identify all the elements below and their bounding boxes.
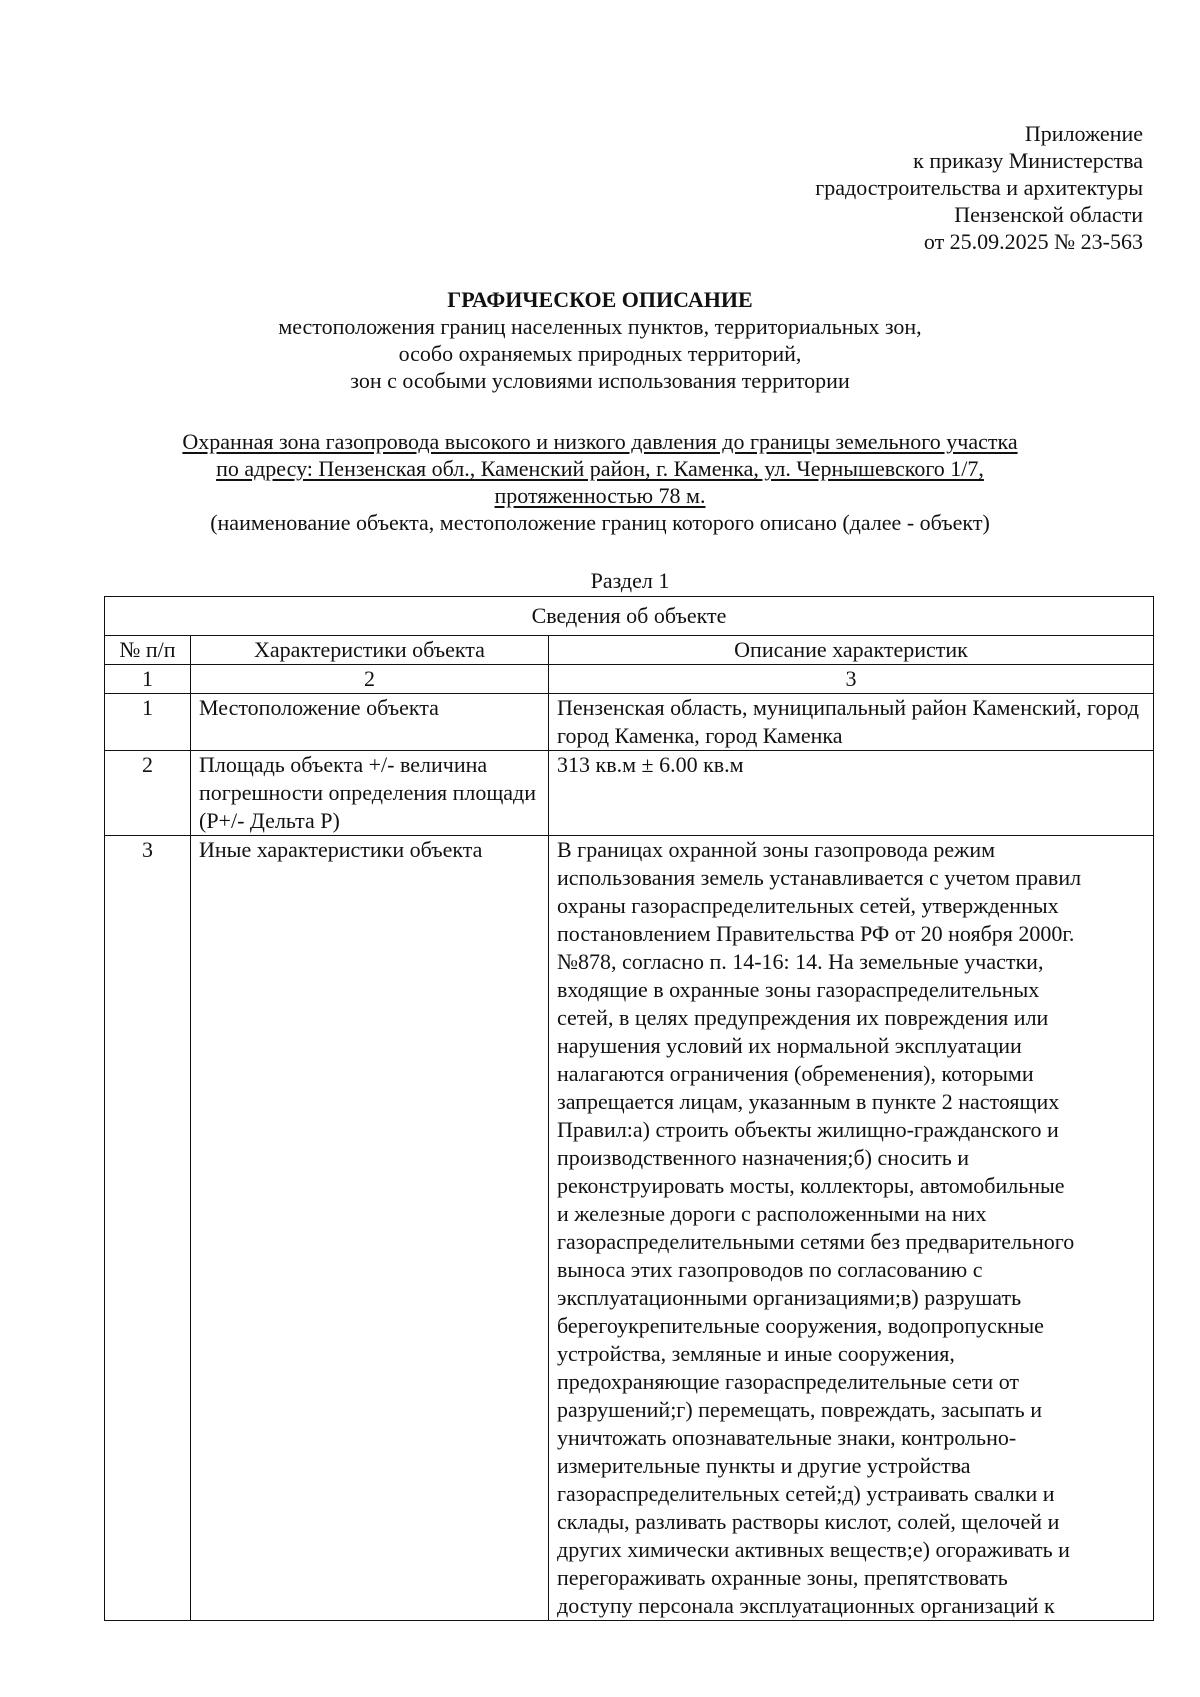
table-caption: Сведения об объекте — [105, 597, 1154, 636]
document-subtitle-line: местоположения границ населенных пунктов, территориальных зон, — [278, 314, 922, 339]
annex-line: Приложение — [1024, 121, 1143, 146]
row-description — [549, 836, 1154, 1621]
annex-line: Пензенской области — [954, 202, 1143, 227]
column-header: № п/п — [105, 636, 191, 665]
description-line: выноса этих газопроводов по согласованию с — [557, 1257, 983, 1282]
description-line: предохраняющие газораспределительные сети от — [557, 1369, 1020, 1394]
row-characteristic: Местоположение объекта — [191, 694, 549, 751]
table-row — [105, 694, 1154, 751]
description-line: измерительные пункты и другие устройства — [557, 1453, 971, 1478]
description-line: запрещается лицам, указанным в пункте 2 настоящих — [557, 1089, 1060, 1114]
description-line: сетей, в целях предупреждения их повреждения или — [557, 1005, 1049, 1030]
description-line: доступу персонала эксплуатационных организаций к — [557, 1593, 1055, 1618]
description-line: устройства, земляные и иные сооружения, — [557, 1341, 955, 1366]
table-row — [105, 751, 1154, 836]
object-name-line: по адресу: Пензенская обл., Каменский район, г. Каменка, ул. Чернышевского 1/7, — [216, 456, 984, 481]
description-line: налагаются ограничения (обременения), которыми — [557, 1061, 1034, 1086]
table-column-numbers-row — [105, 665, 1154, 694]
object-name-line: Охранная зона газопровода высокого и низкого давления до границы земельного участка — [182, 429, 1018, 454]
description-line: производственного назначения;б) сносить и — [557, 1145, 970, 1170]
annex-line: от 25.09.2025 № 23-563 — [923, 229, 1143, 254]
row-number: 3 — [105, 836, 191, 1621]
section-label: Раздел 1 — [590, 568, 670, 593]
description-line: №878, согласно п. 14-16: 14. На земельные участки, — [557, 949, 1044, 974]
description-line: постановлением Правительства РФ от 20 ноября 2000г. — [557, 921, 1075, 946]
row-characteristic: Площадь объекта +/- величина погрешности определения площади (P+/- Дельта P) — [191, 751, 549, 836]
description-line: входящие в охранные зоны газораспределительных — [557, 977, 1040, 1002]
column-number: 3 — [549, 665, 1154, 694]
description-line: газораспределительными сетями без предварительного — [557, 1229, 1075, 1254]
description-line: и железные дороги с расположенными на них — [557, 1201, 987, 1226]
row-number: 2 — [105, 751, 191, 836]
description-line: нарушения условий их нормальной эксплуатации — [557, 1033, 1022, 1058]
description-line: разрушений;г) перемещать, повреждать, засыпать и — [557, 1397, 1042, 1422]
object-name-note: (наименование объекта, местоположение границ которого описано (далее - объект) — [210, 510, 990, 535]
description-line: газораспределительных сетей;д) устраивать свалки и — [557, 1481, 1055, 1506]
annex-header — [815, 120, 1143, 255]
object-name-line: протяженностью 78 м. — [494, 483, 706, 508]
description-line: других химически активных веществ;е) огораживать и — [557, 1537, 1070, 1562]
description-line: охраны газораспределительных сетей, утвержденных — [557, 893, 1059, 918]
table-caption-row — [105, 597, 1154, 636]
object-name-block — [0, 428, 1200, 536]
description-line: перегораживать охранные зоны, препятствовать — [557, 1565, 1008, 1590]
description-line: берегоукрепительные сооружения, водопропускные — [557, 1313, 1044, 1338]
row-description: Пензенская область, муниципальный район Каменский, город город Каменка, город Каменка — [549, 694, 1154, 751]
description-line: В границах охранной зоны газопровода режим — [557, 837, 996, 862]
document-subtitle-line: особо охраняемых природных территорий, — [398, 341, 802, 366]
description-line: склады, разливать растворы кислот, солей, щелочей и — [557, 1509, 1060, 1534]
row-description: 313 кв.м ± 6.00 кв.м — [549, 751, 1154, 836]
description-line: Правил:а) строить объекты жилищно-гражданского и — [557, 1117, 1059, 1142]
column-header: Описание характеристик — [549, 636, 1154, 665]
annex-line: градостроительства и архитектуры — [815, 175, 1143, 200]
column-number: 2 — [191, 665, 549, 694]
annex-line: к приказу Министерства — [913, 148, 1143, 173]
table-row — [105, 836, 1154, 1621]
row-number: 1 — [105, 694, 191, 751]
object-info-table — [104, 596, 1154, 1621]
row-characteristic: Иные характеристики объекта — [191, 836, 549, 1621]
document-title: ГРАФИЧЕСКОЕ ОПИСАНИЕ — [447, 287, 753, 312]
table-header-row — [105, 636, 1154, 665]
description-line: реконструировать мосты, коллекторы, автомобильные — [557, 1173, 1065, 1198]
description-line: эксплуатационными организациями;в) разрушать — [557, 1285, 1022, 1310]
description-line: использования земель устанавливается с учетом правил — [557, 865, 1082, 890]
description-line: уничтожать опознавательные знаки, контрольно- — [557, 1425, 1017, 1450]
document-subtitle-line: зон с особыми условиями использования территории — [350, 368, 850, 393]
column-number: 1 — [105, 665, 191, 694]
document-title-block — [0, 286, 1200, 394]
column-header: Характеристики объекта — [191, 636, 549, 665]
